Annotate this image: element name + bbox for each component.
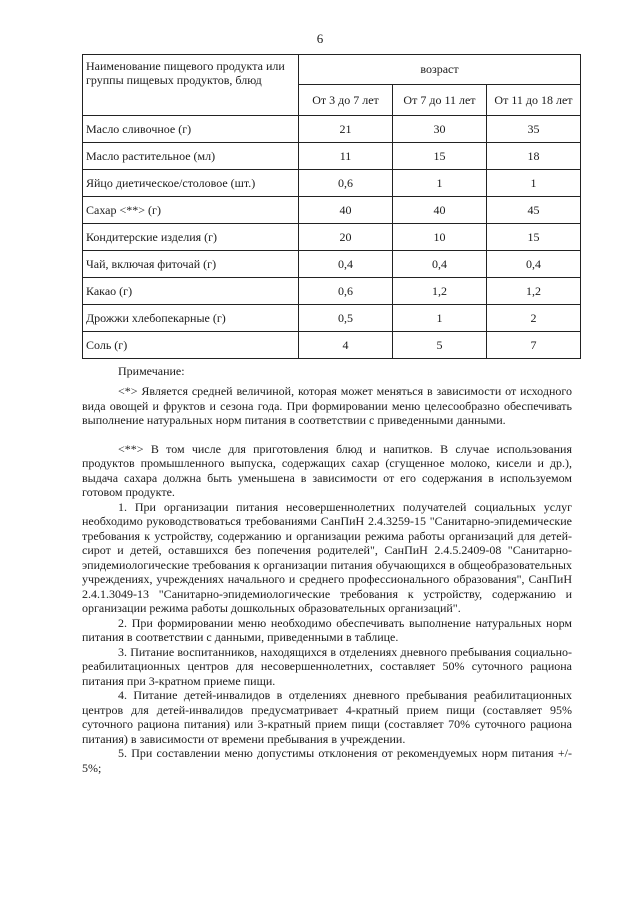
value-cell: 1 <box>487 170 581 197</box>
header-age-group: возраст <box>299 55 581 85</box>
header-age-7-11: От 7 до 11 лет <box>393 85 487 116</box>
value-cell: 4 <box>299 332 393 359</box>
product-name-cell: Масло растительное (мл) <box>83 143 299 170</box>
table-row <box>83 278 581 305</box>
note-single-star: <*> Является средней величиной, которая может меняться в зависимости от исходного вида овощей и фруктов и сезона года. При формировании меню целесообразно обеспечивать выполнение натуральных норм питания в соответствии с приведенными данными. <box>82 384 572 427</box>
value-cell: 10 <box>393 224 487 251</box>
value-cell: 40 <box>393 197 487 224</box>
value-cell: 2 <box>487 305 581 332</box>
product-name-cell: Дрожжи хлебопекарные (г) <box>83 305 299 332</box>
product-name-cell: Яйцо диетическое/столовое (шт.) <box>83 170 299 197</box>
product-name-cell: Сахар <**> (г) <box>83 197 299 224</box>
paragraph-3: 3. Питание воспитанников, находящихся в отделениях дневного пребывания социально-реабилитационных центров для несовершеннолетних, составляет 50% суточного рациона питания при 3-кратном приеме пищи. <box>82 644 572 688</box>
table-row <box>83 332 581 359</box>
page-number: 6 <box>316 31 324 46</box>
value-cell: 15 <box>393 143 487 170</box>
nutrition-norms-table <box>82 54 581 359</box>
value-cell: 30 <box>393 116 487 143</box>
value-cell: 35 <box>487 116 581 143</box>
table-row <box>83 305 581 332</box>
product-name-cell: Кондитерские изделия (г) <box>83 224 299 251</box>
value-cell: 1,2 <box>393 278 487 305</box>
value-cell: 20 <box>299 224 393 251</box>
value-cell: 15 <box>487 224 581 251</box>
table-row <box>83 170 581 197</box>
value-cell: 11 <box>299 143 393 170</box>
header-age-3-7: От 3 до 7 лет <box>299 85 393 116</box>
table-row <box>83 197 581 224</box>
value-cell: 5 <box>393 332 487 359</box>
value-cell: 7 <box>487 332 581 359</box>
paragraph-1: 1. При организации питания несовершеннолетних получателей социальных услуг необходимо руководствоваться требованиями СанПиН 2.4.3259-15 "Санитарно-эпидемические требования к устройству, содержанию и организации режима работы организаций для детей-сирот и детей, оставшихся без попечения родителей", СанПиН 2.4.5.2409-08 "Санитарно-эпидемиологические требования к организации питания обучающихся в общеобразовательных учреждениях, учреждениях начального и среднего профессионального образования", СанПиН 2.4.1.3049-13 "Санитарно-эпидемиологические требования к устройству, содержанию и организации режима работы дошкольных образовательных организаций". <box>82 499 572 615</box>
value-cell: 0,4 <box>393 251 487 278</box>
table-row <box>83 224 581 251</box>
note-double-star: <**> В том числе для приготовления блюд и напитков. В случае использования продуктов промышленного выпуска, содержащих сахар (сгущенное молоко, кисели и др.), выдача сахара должна быть уменьшена в зависимости от его содержания в используемом готовом продукте. <box>82 441 572 499</box>
paragraph-4: 4. Питание детей-инвалидов в отделениях дневного пребывания реабилитационных центров для детей-инвалидов предусматривает 4-кратный прием пищи (составляет 95% суточного рациона питания) или 3-кратный прием пищи (составляет 70% суточного рациона питания) в зависимости от времени пребывания в учреждении. <box>82 688 572 746</box>
table-row <box>83 143 581 170</box>
value-cell: 1,2 <box>487 278 581 305</box>
value-cell: 0,5 <box>299 305 393 332</box>
product-name-cell: Чай, включая фиточай (г) <box>83 251 299 278</box>
value-cell: 40 <box>299 197 393 224</box>
notes-block <box>82 384 572 775</box>
value-cell: 0,4 <box>487 251 581 278</box>
value-cell: 1 <box>393 170 487 197</box>
table-row <box>83 251 581 278</box>
table-row <box>83 116 581 143</box>
paragraph-5: 5. При составлении меню допустимы отклонения от рекомендуемых норм питания +/- 5%; <box>82 746 572 775</box>
header-product-name: Наименование пищевого продукта или группы пищевых продуктов, блюд <box>83 55 299 116</box>
product-name-cell: Соль (г) <box>83 332 299 359</box>
value-cell: 18 <box>487 143 581 170</box>
value-cell: 1 <box>393 305 487 332</box>
product-name-cell: Какао (г) <box>83 278 299 305</box>
value-cell: 0,6 <box>299 278 393 305</box>
value-cell: 21 <box>299 116 393 143</box>
value-cell: 45 <box>487 197 581 224</box>
value-cell: 0,4 <box>299 251 393 278</box>
value-cell: 0,6 <box>299 170 393 197</box>
notes-title: Примечание: <box>118 364 185 378</box>
header-age-11-18: От 11 до 18 лет <box>487 85 581 116</box>
product-name-cell: Масло сливочное (г) <box>83 116 299 143</box>
paragraph-2: 2. При формировании меню необходимо обеспечивать выполнение натуральных норм питания в соответствии с данными, приведенными в таблице. <box>82 615 572 644</box>
